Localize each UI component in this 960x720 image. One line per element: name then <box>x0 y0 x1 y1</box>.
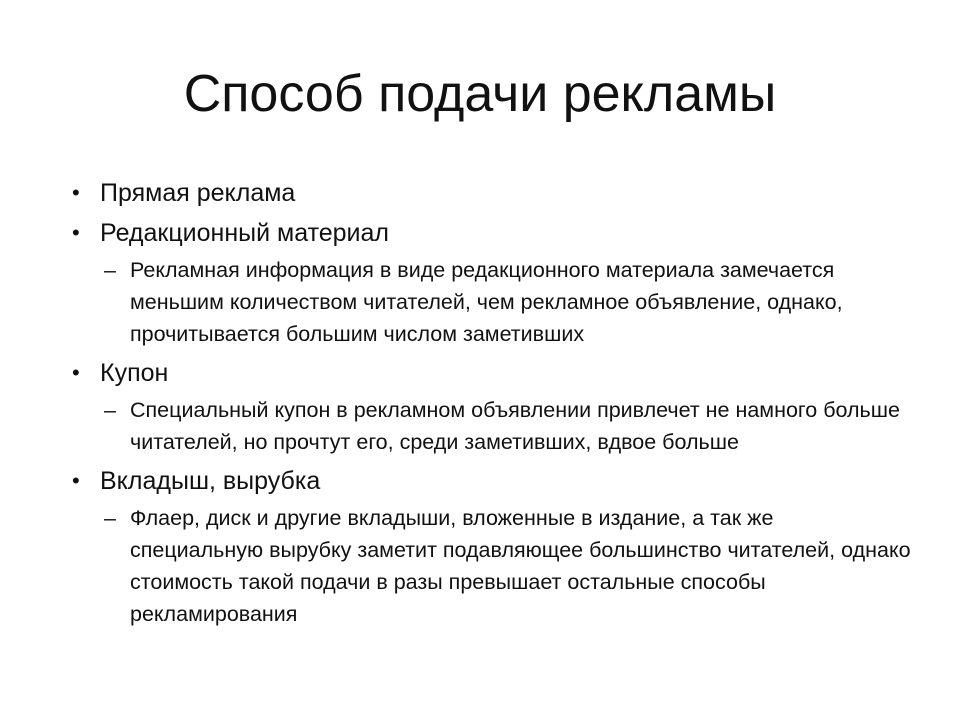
sub-text: Специальный купон в рекламном объявлении привлечет не намного больше читателей, но прочтут его, среди заметивших, вдвое больше <box>130 398 900 454</box>
sub-text: Флаер, диск и другие вкладыши, вложенные в издание, а так же специальную вырубку заметит подавляющее большинство читателей, однако стоимость такой подачи в разы превышает остальные способы рекламирования <box>130 506 911 626</box>
bullet-item-direct-ad <box>72 176 912 210</box>
slide-title: Способ подачи рекламы <box>183 65 777 123</box>
bullet-text: Вкладыш, вырубка <box>100 467 321 495</box>
bullet-item-editorial <box>72 216 912 250</box>
bullet-text: Прямая реклама <box>100 179 296 207</box>
dash-icon: – <box>104 398 116 422</box>
bullet-text: Купон <box>100 359 169 387</box>
bullet-item-coupon <box>72 356 912 390</box>
sub-item-editorial <box>72 254 912 350</box>
sub-text: Рекламная информация в виде редакционного материала замечается меньшим количеством читателей, чем рекламное объявление, однако, прочитывается большим числом заметивших <box>130 258 843 346</box>
bullet-text: Редакционный материал <box>100 219 390 247</box>
sub-item-coupon <box>72 394 912 458</box>
bullet-dot-icon: • <box>72 360 80 385</box>
dash-icon: – <box>104 506 116 530</box>
bullet-dot-icon: • <box>72 220 80 245</box>
bullet-dot-icon: • <box>72 468 80 493</box>
bullet-item-insert <box>72 464 912 498</box>
dash-icon: – <box>104 258 116 282</box>
bullet-list <box>72 176 912 634</box>
sub-item-insert <box>72 502 912 630</box>
bullet-dot-icon: • <box>72 180 80 205</box>
